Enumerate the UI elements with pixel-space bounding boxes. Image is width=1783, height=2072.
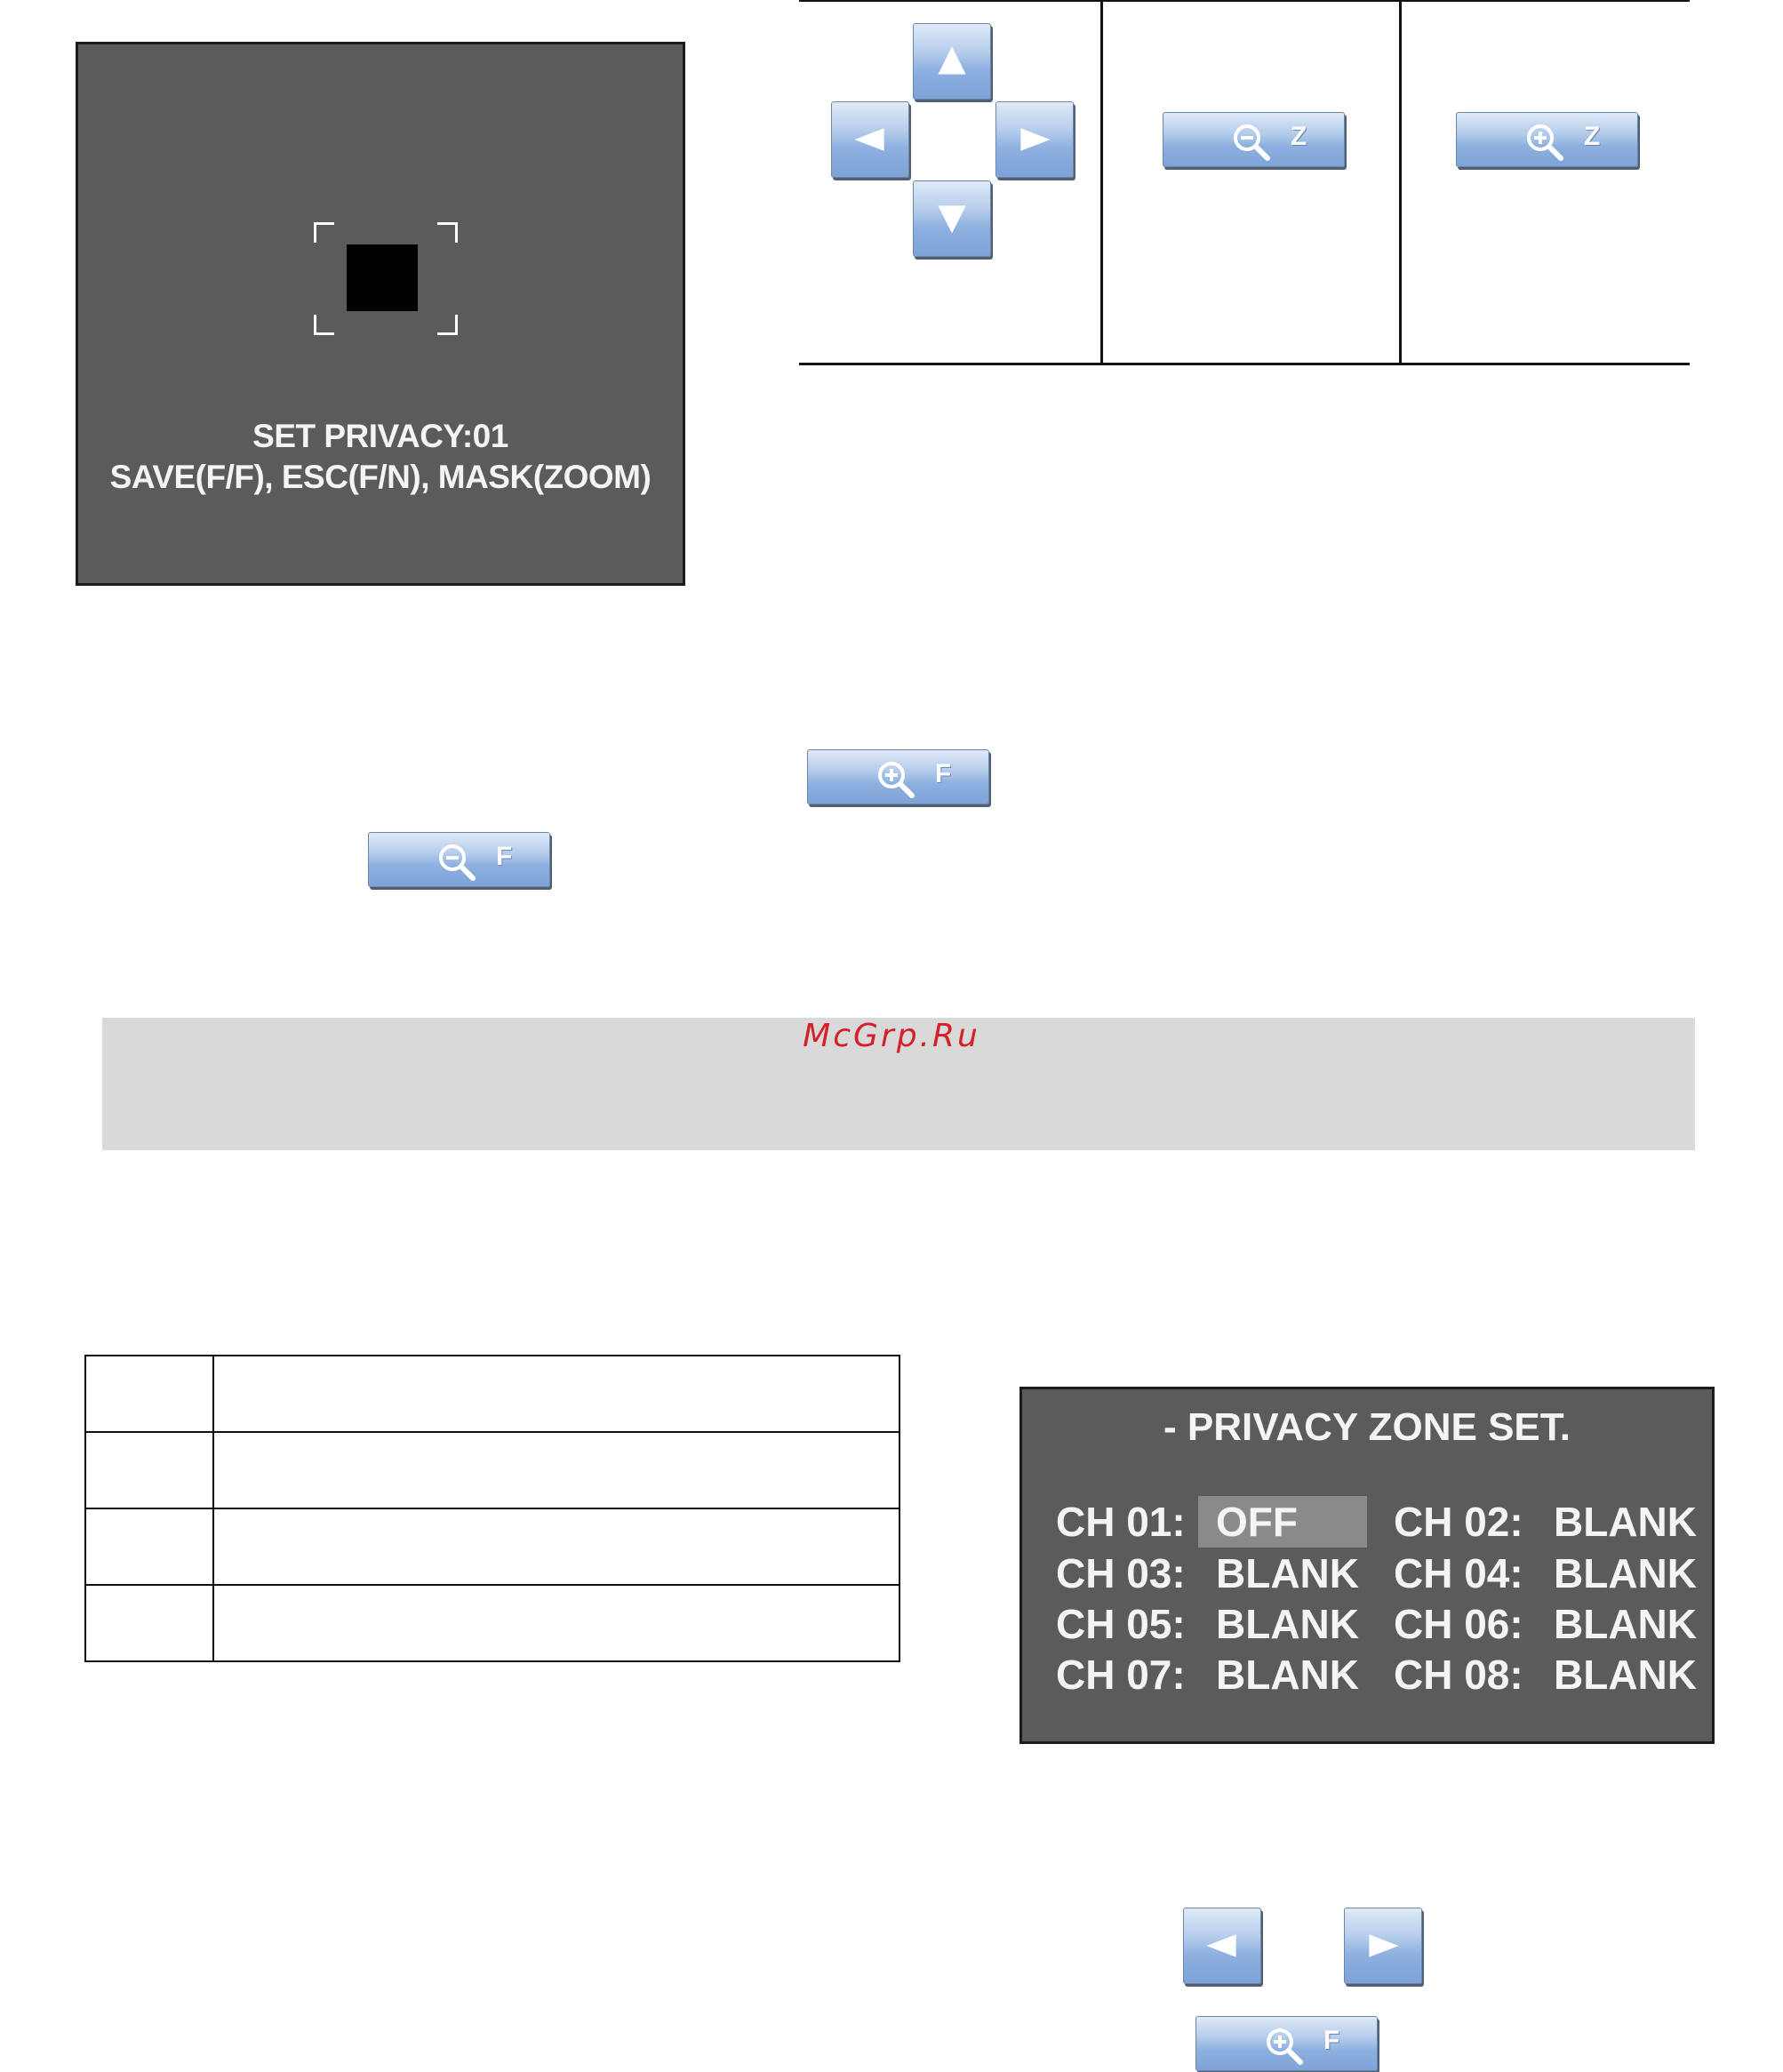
table-cell — [213, 1508, 899, 1585]
table-cell — [213, 1585, 899, 1661]
channel-value[interactable]: BLANK — [1554, 1550, 1697, 1596]
channel-label: CH 06: — [1394, 1601, 1523, 1647]
privacy-mask-box — [347, 244, 418, 311]
zoom-out-z-button[interactable] — [1163, 112, 1345, 167]
table-row — [85, 1508, 899, 1585]
table-row — [85, 1356, 899, 1432]
channel-label: CH 07: — [1056, 1652, 1186, 1698]
down-arrow-icon — [914, 181, 990, 256]
up-arrow-icon — [914, 24, 990, 99]
channel-value[interactable]: BLANK — [1216, 1550, 1359, 1596]
privacy-zone-osd-screen — [1019, 1387, 1715, 1744]
bottom-focus-label: F — [1323, 2026, 1340, 2055]
bottom-focus-button[interactable] — [1195, 2016, 1378, 2071]
focus-near-button[interactable] — [368, 832, 550, 887]
left-arrow-icon — [1184, 1908, 1260, 1983]
down-arrow-button[interactable] — [913, 180, 991, 257]
table-top-rule — [799, 0, 1690, 2]
table-row — [85, 1432, 899, 1508]
left-arrow-button[interactable] — [831, 101, 909, 178]
table-cell — [213, 1432, 899, 1508]
channel-value[interactable]: BLANK — [1216, 1601, 1359, 1647]
channel-label: CH 04: — [1394, 1550, 1523, 1596]
bottom-left-arrow-button[interactable] — [1183, 1908, 1261, 1984]
channel-label: CH 01: — [1056, 1499, 1186, 1545]
table-row — [85, 1585, 899, 1661]
table-cell — [85, 1432, 213, 1508]
zoom-in-z-button[interactable] — [1456, 112, 1638, 167]
channel-label: CH 03: — [1056, 1550, 1186, 1596]
right-arrow-button[interactable] — [995, 101, 1074, 178]
zoom-out-icon — [435, 840, 481, 886]
watermark-text: McGrp.Ru — [803, 1018, 980, 1054]
table-cell — [85, 1585, 213, 1661]
left-arrow-icon — [832, 102, 908, 177]
zoom-in-icon — [874, 757, 920, 804]
table-bottom-rule — [799, 363, 1690, 365]
channel-label: CH 08: — [1394, 1652, 1523, 1698]
zoom-in-icon — [1262, 2024, 1308, 2070]
channel-value[interactable]: BLANK — [1554, 1499, 1697, 1545]
bottom-right-arrow-button[interactable] — [1344, 1908, 1422, 1984]
channel-value[interactable]: OFF — [1216, 1499, 1298, 1545]
empty-table — [84, 1355, 900, 1662]
channel-value[interactable]: BLANK — [1554, 1652, 1697, 1698]
right-arrow-icon — [1345, 1908, 1421, 1983]
set-privacy-label: SET PRIVACY:01 — [252, 418, 508, 454]
right-arrow-icon — [996, 102, 1073, 177]
mask-corner-bottom-right — [437, 315, 458, 335]
zoom-in-z-label: Z — [1584, 122, 1601, 151]
channel-value[interactable]: BLANK — [1216, 1652, 1359, 1698]
focus-near-label: F — [496, 842, 513, 871]
zoom-in-icon — [1523, 120, 1569, 166]
channel-label: CH 05: — [1056, 1601, 1186, 1647]
focus-far-button[interactable] — [807, 749, 989, 804]
mask-corner-top-left — [314, 222, 334, 243]
table-cell — [85, 1508, 213, 1585]
privacy-zone-title: - PRIVACY ZONE SET. — [1163, 1405, 1571, 1449]
privacy-mask-osd-screen — [76, 42, 685, 586]
mask-corner-bottom-left — [314, 315, 334, 335]
up-arrow-button[interactable] — [913, 23, 991, 100]
mask-corner-top-right — [437, 222, 458, 243]
table-divider-1 — [1100, 0, 1103, 365]
channel-value[interactable]: BLANK — [1554, 1601, 1697, 1647]
focus-far-label: F — [935, 759, 952, 788]
privacy-key-help: SAVE(F/F), ESC(F/N), MASK(ZOOM) — [109, 459, 652, 495]
zoom-out-icon — [1229, 120, 1275, 166]
table-cell — [213, 1356, 899, 1432]
channel-label: CH 02: — [1394, 1499, 1523, 1545]
table-divider-2 — [1399, 0, 1402, 365]
table-cell — [85, 1356, 213, 1432]
zoom-out-z-label: Z — [1291, 122, 1307, 151]
